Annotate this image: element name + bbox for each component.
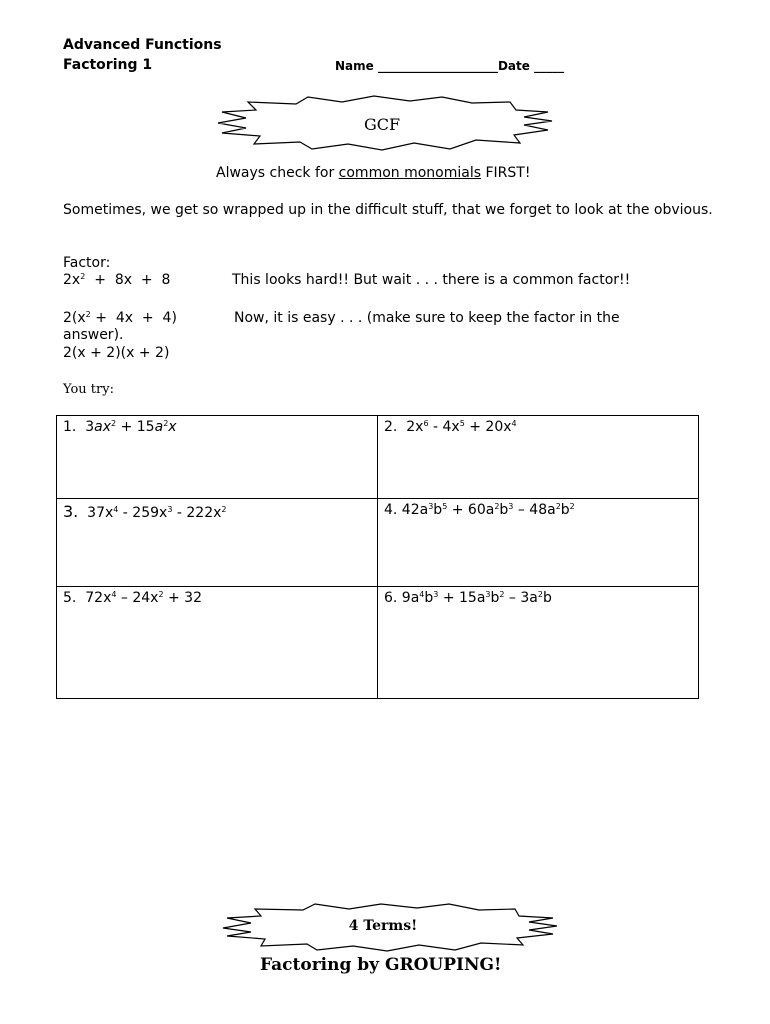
problem-5[interactable]: 5. $72x^4 - 24x^2 + 32$ — [57, 587, 378, 699]
date-field[interactable]: Date _____ — [497, 59, 565, 73]
table-row — [57, 499, 699, 587]
problem-4[interactable]: 4. $42a^3b^5 + 60a^2b^3 - 48a^2b^2$ — [378, 499, 699, 587]
problem-3[interactable]: 3. $37x^4 - 259x^3 - 222x^2$ — [57, 499, 378, 587]
gcf-burst — [214, 94, 556, 152]
gcf-label: GCF — [363, 115, 401, 134]
course-title: Advanced Functions — [63, 37, 222, 53]
name-date-line — [335, 59, 564, 73]
example-line-3: 2(x + 2)(x + 2) — [63, 345, 170, 361]
problem-6[interactable]: 6. $9a^4b^3 + 15a^3b^2 - 3a^2b$ — [378, 587, 699, 699]
example-comment-1: This looks hard!! But wait . . . there is a common factor!! — [232, 272, 631, 288]
four-terms-label: 4 Terms! — [348, 918, 418, 934]
intro-pre: Always check for — [216, 165, 339, 181]
intro-line — [216, 165, 530, 181]
table-row — [57, 587, 699, 699]
four-terms-burst — [219, 902, 561, 952]
intro-underlined: common monomials — [338, 165, 482, 181]
example-comment-2: Now, it is easy . . . (make sure to keep the factor in the — [234, 310, 620, 326]
example-line-2: $2(x^2 + 4x + 4)$ — [63, 310, 177, 326]
problem-2[interactable]: 2. $2x^6 - 4x^5 + 20x^4$ — [378, 416, 699, 499]
example-comment-2-cont: answer). — [63, 327, 124, 343]
name-field[interactable]: Name ____________________ — [335, 59, 498, 73]
intro-post: FIRST! — [481, 165, 531, 181]
factor-label: Factor: — [63, 255, 111, 271]
unit-title: Factoring 1 — [63, 57, 153, 73]
practice-table — [56, 415, 699, 699]
example-line-1: $2x^2 + 8x + 8$ — [63, 272, 171, 288]
table-row — [57, 416, 699, 499]
you-try-label: You try: — [63, 382, 114, 397]
grouping-heading: Factoring by GROUPING! — [260, 955, 502, 975]
problem-1[interactable]: 1. $3ax^2 + 15a^2x$ — [57, 416, 378, 499]
intro-paragraph: Sometimes, we get so wrapped up in the difficult stuff, that we forget to look at the obvious. — [63, 202, 713, 218]
